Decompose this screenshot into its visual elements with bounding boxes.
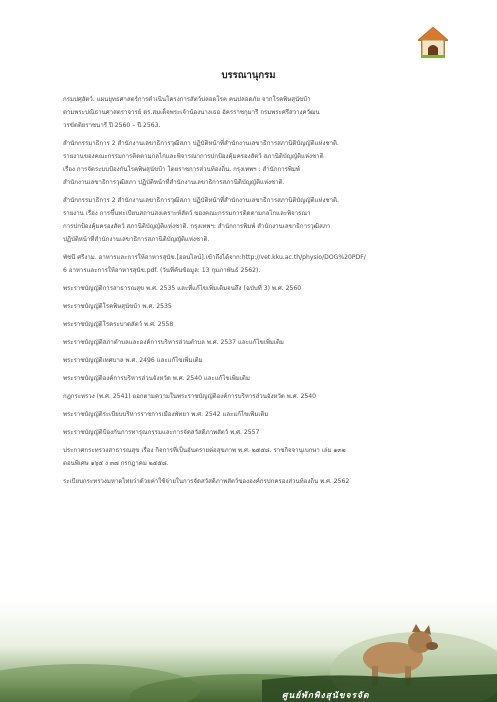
reference-line: สำนักงานเลขาธิการวุฒิสภา ปฏิบัติหน้าที่สำนักงานเลขาธิการสภานิติบัญญัติแห่งชาติ. bbox=[63, 179, 285, 186]
reference-entry bbox=[63, 137, 455, 189]
reference-line: สำนักกรรมาธิการ 2 สำนักงานเลขาธิการวุฒิสภา ปฏิบัติหน้าที่สำนักงานเลขาธิการสภานิติบัญญัติแห่งชาติ. bbox=[63, 197, 339, 204]
reference-entry bbox=[63, 408, 455, 421]
reference-entry bbox=[63, 318, 455, 331]
reference-line: เรื่อง การจัดระบบป้องกันโรคพิษสุนัขบ้า โดยราชการส่วนท้องถิ่น. กรุงเทพฯ : สำนักการพิมพ์ bbox=[63, 166, 300, 173]
reference-entry bbox=[63, 475, 455, 488]
reference-entry bbox=[63, 194, 455, 246]
reference-line: กฎกระทรวง (พ.ศ. 2541) ออกตามความในพระราชบัญญัติองค์การบริหารส่วนจังหวัด พ.ศ. 2540 bbox=[63, 393, 316, 400]
reference-line: พระราชบัญญัติระเบียบบริหารราชการเมืองพัทยา พ.ศ. 2542 และแก้ไขเพิ่มเติม bbox=[63, 411, 269, 418]
reference-entry bbox=[63, 372, 455, 385]
footer-banner bbox=[0, 602, 497, 702]
reference-line: พระราชบัญญัติองค์การบริหารส่วนจังหวัด พ.ศ. 2540 และแก้ไขเพิ่มเติม bbox=[63, 375, 250, 382]
reference-list bbox=[63, 93, 455, 493]
reference-line: ระเบียบกระทรวงมหาดไทยว่าด้วยค่าใช้จ่ายในการจัดสวัสดิภาพสัตว์ขององค์กรปกครองส่วนท้องถิ่น พ.ศ. 2562 bbox=[63, 478, 350, 485]
reference-line: การปกป้องคุ้มครองสัตว์ สภานิติบัญญัติแห่งชาติ. กรุงเทพฯ: สำนักการพิมพ์ สำนักงานเลขาธิการวุฒิสภา bbox=[63, 223, 331, 230]
reference-entry bbox=[63, 354, 455, 367]
reference-line: รายงาน เรื่อง การขึ้นทะเบียนสถานสงเคราะห์สัตว์ ของคณะกรรมการติดตามกลไกและพิจารณา bbox=[63, 210, 311, 217]
reference-line: พระราชบัญญัติสภาตำบลและองค์การบริหารส่วนตำบล พ.ศ. 2537 และแก้ไขเพิ่มเติม bbox=[63, 339, 284, 346]
reference-entry bbox=[63, 444, 455, 470]
reference-line: ตามพระปณิธานศาสตราจารย์ ดร.สมเด็จพระเจ้าน้องนางเธอ อัครราชกุมารี กรมพระศรีสวางควัฒน bbox=[63, 109, 320, 116]
reference-line: วรขัตติยราชนารี ปี 2560 – ปี 2563. bbox=[63, 122, 161, 129]
reference-line: รายงานของคณะกรรมการติดตามกลไกและพิจารณาการปกป้องคุ้มครองสัตว์ สภานิติบัญญัติแห่งชาติ bbox=[63, 153, 324, 160]
reference-line: พระราชบัญญัติโรคพิษสุนัขบ้า พ.ศ. 2535 bbox=[63, 303, 172, 310]
reference-line: กรมปศุสัตว์. แผนยุทธศาสตร์การดำเนินโครงการสัตว์ปลอดโรค คนปลอดภัย จากโรคพิษสุนัขบ้า bbox=[63, 96, 311, 103]
reference-entry bbox=[63, 426, 455, 439]
reference-line: ปฏิบัติหน้าที่สำนักงานเลขาธิการสภานิติบัญญัติแห่งชาติ. bbox=[63, 236, 210, 243]
reference-line: พระราชบัญญัติป้องกันการทารุณกรรมและการจัดสวัสดิภาพสัตว์ พ.ศ. 2557 bbox=[63, 429, 260, 436]
doghouse-logo-icon bbox=[418, 26, 448, 60]
reference-line: สำนักกรรมาธิการ 2 สำนักงานเลขาธิการวุฒิสภา ปฏิบัติหน้าที่สำนักงานเลขาธิการสภานิติบัญญัติแห่งชาติ. bbox=[63, 140, 339, 147]
reference-entry bbox=[63, 93, 455, 132]
reference-line: พระราชบัญญัติโรคระบาดสัตว์ พ.ศ. 2558 bbox=[63, 321, 174, 328]
reference-line: 6 อาหารและการให้อาหารสุนัข.pdf. (วันที่ค้นข้อมูล: 13 กุมภาพันธ์ 2562). bbox=[63, 267, 261, 274]
reference-line: พระราชบัญญัติเทศบาล พ.ศ. 2496 และแก้ไขเพิ่มเติม bbox=[63, 357, 203, 364]
reference-line: ตอนพิเศษ ๑๖๕ ง ๓๗ กรกฎาคม ๒๕๕๘. bbox=[63, 460, 169, 467]
reference-entry bbox=[63, 336, 455, 349]
reference-line: ประกาศกระทรวงสาธารณสุข เรื่อง กิจการที่เป็นอันตรายต่อสุขภาพ พ.ศ. ๒๕๕๘. ราชกิจจานุเบกษา เล่ม ๑๓๒ bbox=[63, 447, 346, 454]
reference-line: พระราชบัญญัติการสาธารณสุข พ.ศ. 2535 และที่แก้ไขเพิ่มเติมจนถึง (ฉบับที่ 3) พ.ศ. 2560 bbox=[63, 285, 302, 292]
page-title: บรรณานุกรม bbox=[221, 70, 276, 81]
reference-entry bbox=[63, 300, 455, 313]
reference-entry bbox=[63, 251, 455, 277]
reference-line: พัชนี ศรีงาม. อาหารและการให้อาหารสุนัข.[ออนไลน์].เข้าถึงได้จาก:http://vet.kku.ac.th/physio/DOG%20PDF/ bbox=[63, 254, 366, 261]
footer-title: ศูนย์พักพิงสุนัขจรจัด bbox=[282, 691, 370, 701]
reference-entry bbox=[63, 390, 455, 403]
reference-entry bbox=[63, 282, 455, 295]
